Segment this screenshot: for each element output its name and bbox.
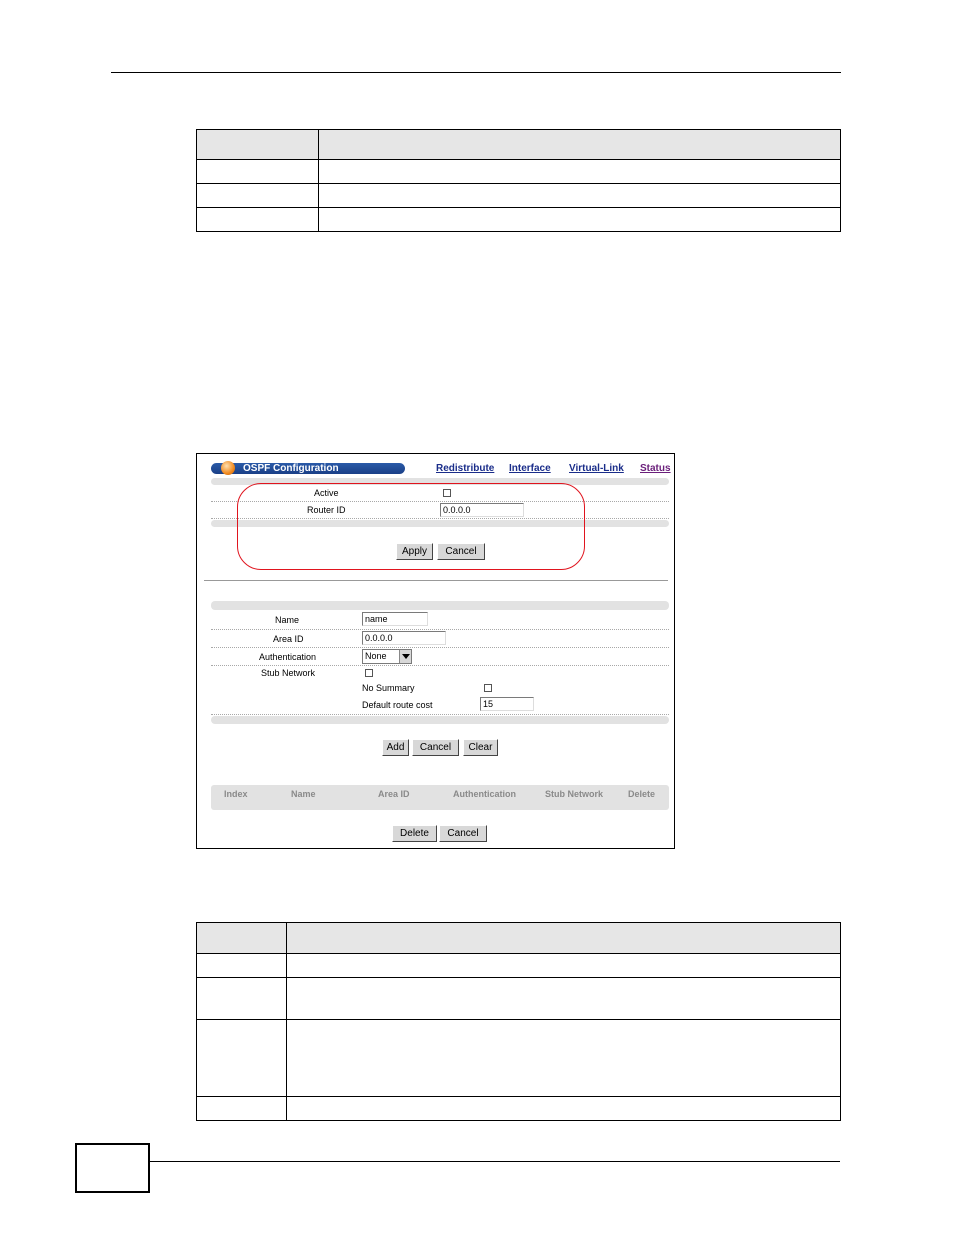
link-status[interactable]: Status [640,463,671,474]
table-row [197,1020,841,1097]
authentication-label: Authentication [259,652,317,662]
default-route-cost-label: Default route cost [362,700,433,710]
ospf-title-bar [211,463,405,474]
orb-icon [221,461,235,475]
area-id-input[interactable]: 0.0.0.0 [362,631,446,645]
column-header: Area ID [378,789,410,799]
divider [211,629,669,630]
link-virtual-link[interactable]: Virtual-Link [569,463,624,474]
table-header-row [197,130,841,160]
column-header: Delete [628,789,656,799]
link-interface[interactable]: Interface [509,463,551,474]
router-id-label: Router ID [307,505,346,515]
chevron-down-icon[interactable] [399,650,411,663]
header-rule [111,72,841,73]
router-id-input[interactable]: 0.0.0.0 [440,503,524,517]
table-row [197,208,841,232]
cancel-button[interactable]: Cancel [437,543,485,560]
default-route-cost-input[interactable]: 15 [480,697,534,711]
area-id-label: Area ID [273,634,304,644]
stub-network-checkbox[interactable] [365,669,373,677]
no-summary-checkbox[interactable] [484,684,492,692]
bottom-table [196,922,841,1121]
footer-rule [150,1161,840,1162]
band-area-bottom [211,716,669,724]
column-header: Authentication [453,789,516,799]
name-input[interactable]: name [362,612,428,626]
page-number-box [75,1143,150,1193]
name-label: Name [275,615,300,625]
column-header: Name [291,789,316,799]
cancel-area-button[interactable]: Cancel [412,739,459,756]
clear-button[interactable]: Clear [463,739,498,756]
table-header-row [197,923,841,954]
table-row [197,954,841,978]
highlight-outline [237,483,585,570]
authentication-value: None [365,651,387,661]
ospf-screenshot [196,453,675,849]
table-row [197,1097,841,1121]
link-redistribute[interactable]: Redistribute [436,463,495,474]
add-button[interactable]: Add [382,739,409,756]
table-row [197,978,841,1020]
authentication-select[interactable] [362,649,412,664]
table-row [197,184,841,208]
stub-network-label: Stub Network [261,668,316,678]
column-header: Stub Network [545,789,604,799]
divider [211,647,669,648]
divider [211,665,669,666]
delete-button[interactable]: Delete [392,825,437,842]
column-header: Index [224,789,248,799]
table-row [197,160,841,184]
ospf-title: OSPF Configuration [243,463,339,474]
divider [211,714,669,715]
no-summary-label: No Summary [362,683,415,693]
apply-button[interactable]: Apply [396,543,433,560]
top-table [196,129,841,232]
section-separator [204,580,668,581]
band-area-top [211,601,669,610]
cancel-table-button[interactable]: Cancel [439,825,487,842]
active-label: Active [314,488,339,498]
